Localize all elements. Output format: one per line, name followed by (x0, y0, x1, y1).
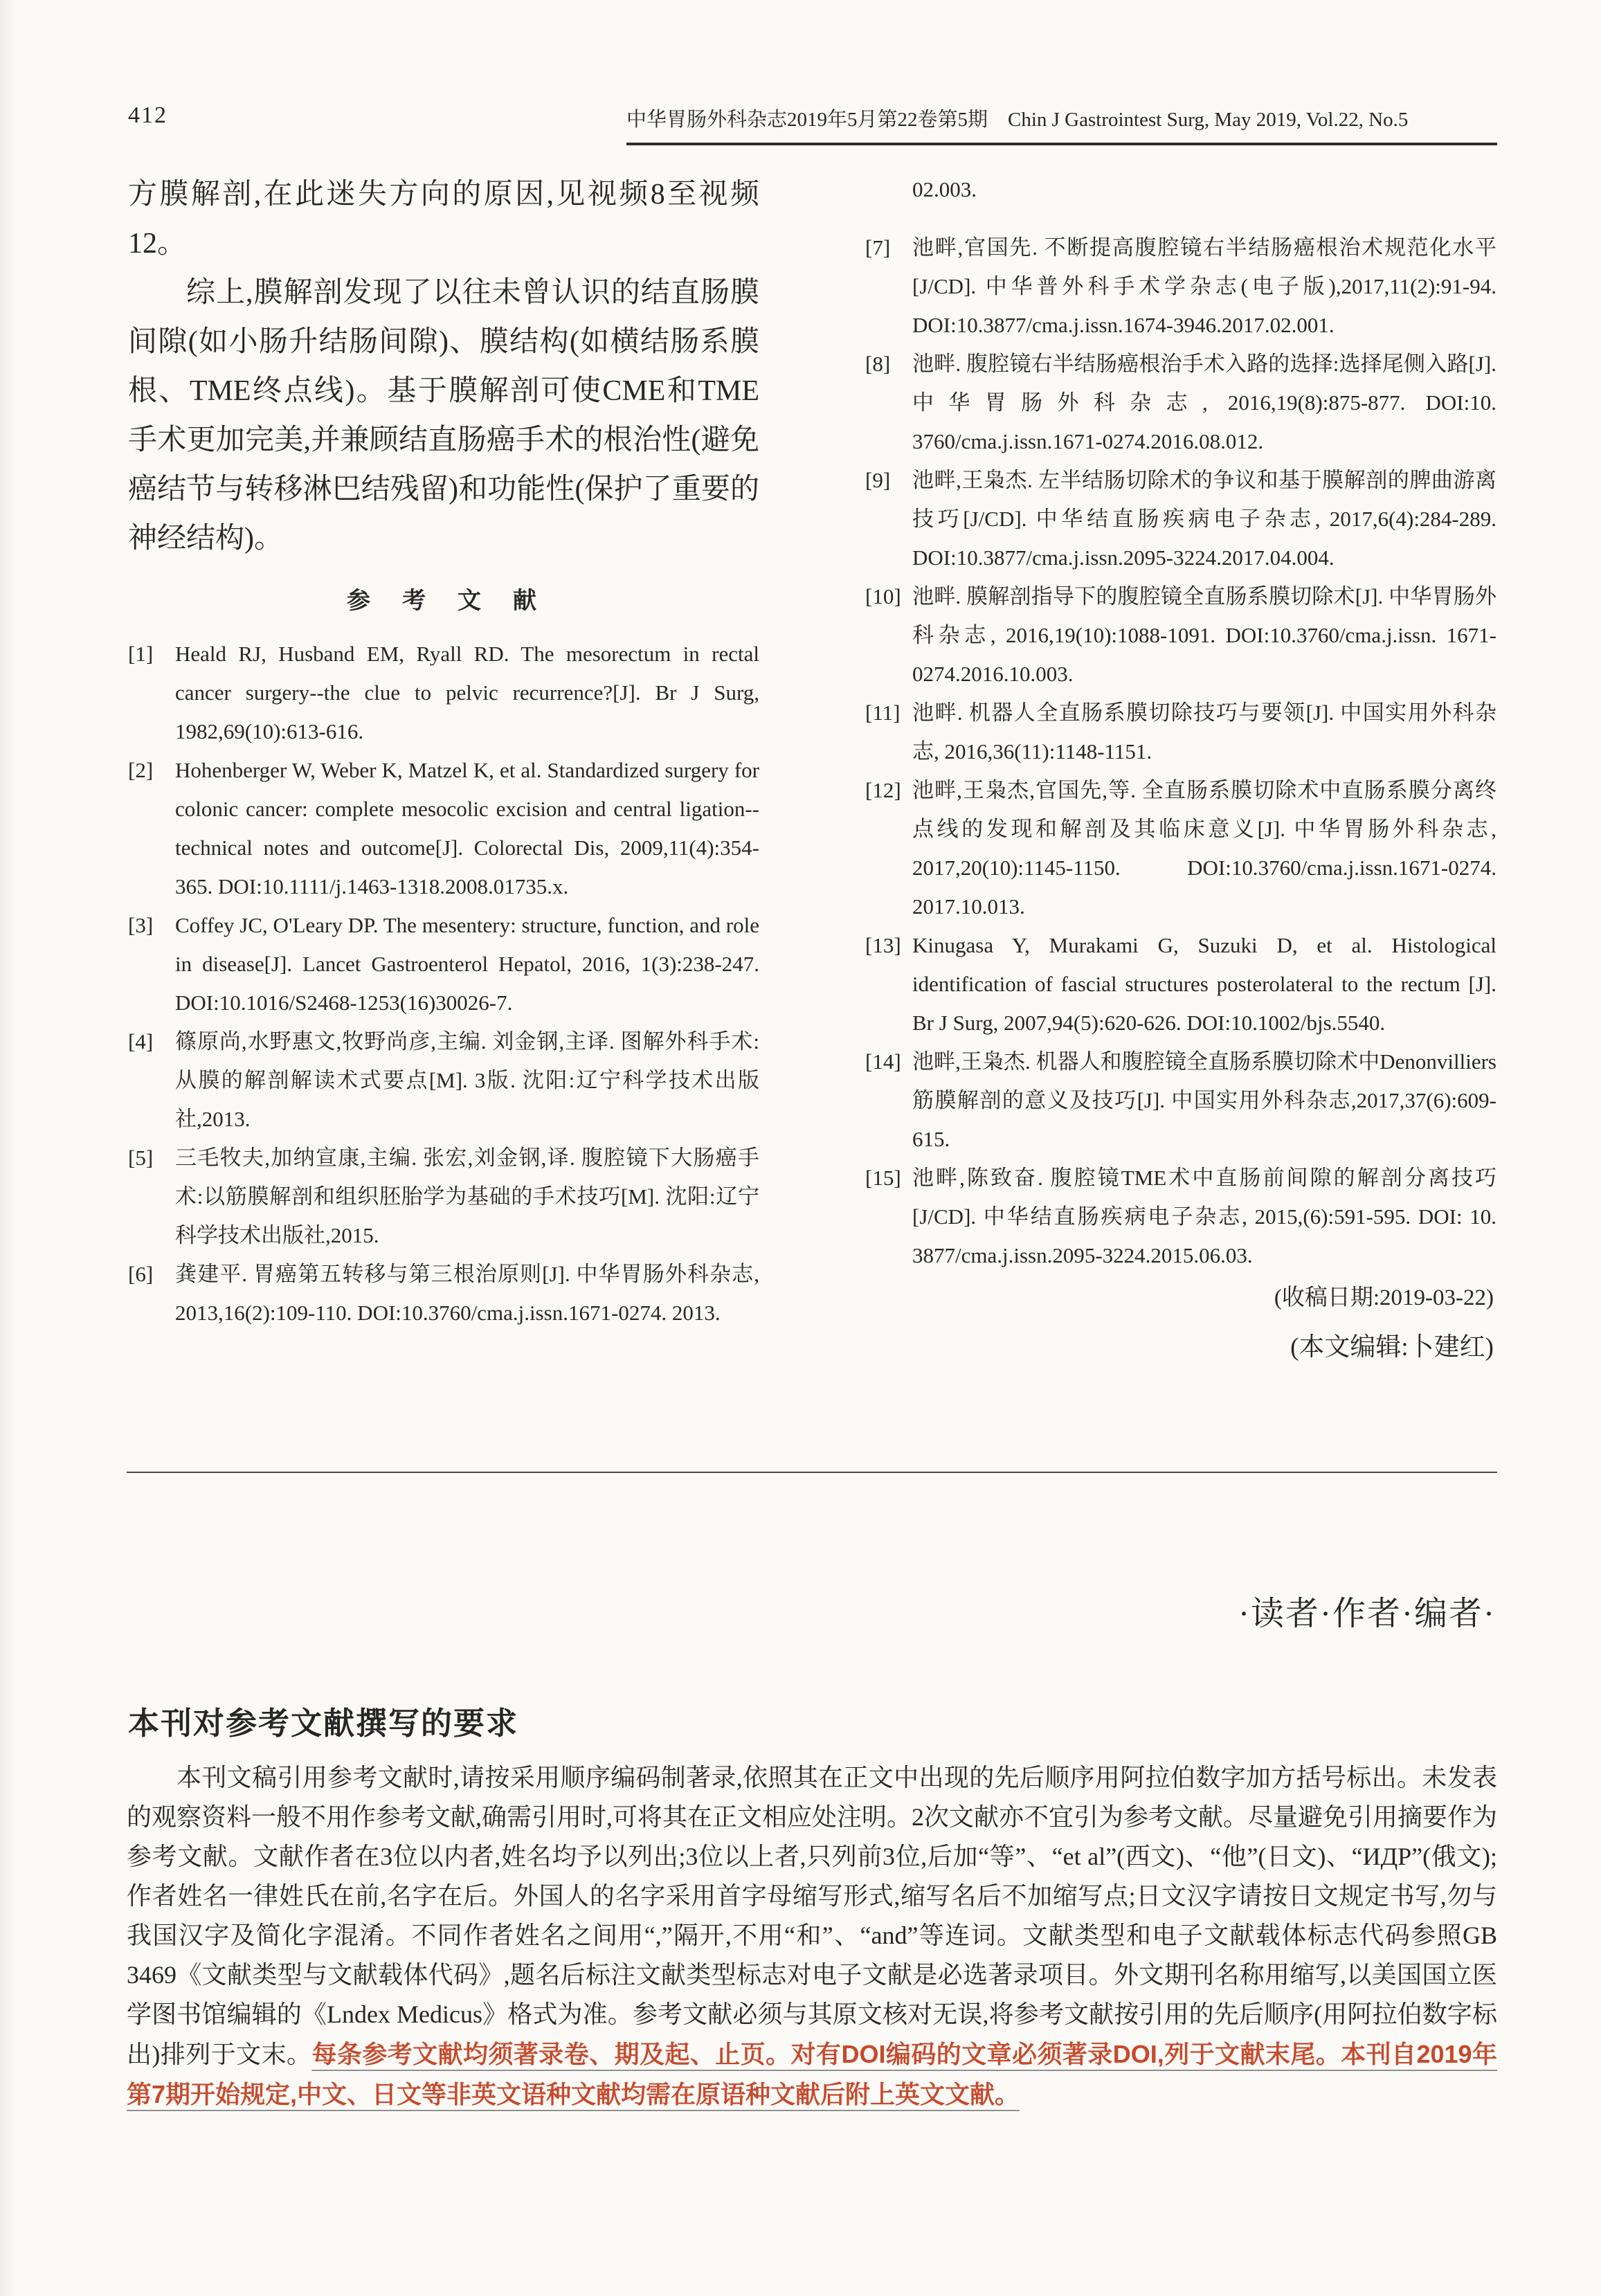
reference-text: 池畔,王枭杰. 左半结肠切除术的争议和基于膜解剖的脾曲游离技巧[J/CD]. 中华结直肠疾病电子杂志, 2017,6(4):284-289. DOI:10.3877/cma.j.issn.2095-3224.2017.04.004. (912, 468, 1496, 570)
reference-text: Coffey JC, O'Leary DP. The mesentery: structure, function, and role in disease[J]. Lancet Gastroenterol Hepatol, 2016, 1(3):238-247. DOI:10.1016/S2468-1253(16)30026-7. (175, 913, 759, 1015)
reference-number: [15] (865, 1166, 901, 1190)
reference-number: [10] (865, 584, 901, 608)
reference-number: [14] (865, 1049, 901, 1074)
reference-text: 池畔,王枭杰,官国先,等. 全直肠系膜切除术中直肠系膜分离终点线的发现和解剖及其临床意义[J]. 中华胃肠外科杂志, 2017,20(10):1145-1150. DOI:10.3760/cma.j.issn.1671-0274. 2017.10.013. (912, 778, 1496, 919)
reference-text: 池畔. 腹腔镜右半结肠癌根治手术入路的选择:选择尾侧入路[J]. 中华胃肠外科杂志, 2016,19(8):875-877. DOI:10. 3760/cma.j.issn.1671-0274.2016.08.012. (912, 352, 1496, 453)
journal-header: 中华胃肠外科杂志2019年5月第22卷第5期 Chin J Gastrointest Surg, May 2019, Vol.22, No.5 (626, 109, 1409, 131)
reference-text: 篠原尚,水野惠文,牧野尚彦,主编. 刘金钢,主译. 图解外科手术:从膜的解剖解读术式要点[M]. 3版. 沈阳:辽宁科学技术出版社,2013. (175, 1029, 759, 1131)
notice-text-black: 本刊文稿引用参考文献时,请按采用顺序编码制著录,依照其在正文中出现的先后顺序用阿拉伯数字加方括号标出。未发表的观察资料一般不用作参考文献,确需引用时,可将其在正文相应处注明。2次文献亦不宜引为参考文献。尽量避免引用摘要作为参考文献。文献作者在3位以内者,姓名均予以列出;3位以上者,只列前3位,后加“等”、“et al”(西文)、“他”(日文)、“ИДР”(俄文);作者姓名一律姓氏在前,名字在后。外国人的名字采用首字母缩写形式,缩写名后不加缩写点;日文汉字请按日文规定书写,勿与我国汉字及简化字混淆。不同作者姓名之间用“,”隔开,不用“和”、“and”等连词。文献类型和电子文献载体标志代码参照GB 3469《文献类型与文献载体代码》,题名后标注文献类型标志对电子文献是必选著录项目。外文期刊名称用缩写,以美国国立医学图书馆编辑的《Lndex Medicus》格式为准。参考文献必须与其原文核对无误,将参考文献按引用的先后顺序(用阿拉伯数字标出)排列于文末。 (127, 1764, 1498, 2068)
reference-number: [8] (865, 352, 891, 376)
reference-number: [12] (865, 778, 901, 802)
reference-item (865, 345, 1496, 461)
reference-item (865, 926, 1496, 1042)
reference-item (128, 1255, 759, 1332)
reference-number: [5] (128, 1146, 154, 1170)
reference-item (865, 228, 1496, 345)
reference-continuation: 02.003. (912, 177, 977, 201)
reference-text: 池畔,官国先. 不断提高腹腔镜右半结肠癌根治术规范化水平[J/CD]. 中华普外科手术学杂志(电子版),2017,11(2):91-94. DOI:10.3877/cma.j.issn.1674-3946.2017.02.001. (912, 235, 1496, 337)
reference-number: [11] (865, 700, 901, 725)
section-label: ·读者·作者·编者· (1238, 1596, 1496, 1632)
references-list-right (865, 228, 1496, 1275)
reference-text: 池畔,陈致奋. 腹腔镜TME术中直肠前间隙的解剖分离技巧[J/CD]. 中华结直肠疾病电子杂志, 2015,(6):591-595. DOI: 10. 3877/cma.j.issn.2095-3224.2015.06.03. (912, 1166, 1496, 1267)
editor-note: (本文编辑:卜建红) (1290, 1333, 1494, 1362)
reference-item (128, 1139, 759, 1255)
body-paragraph: 综上,膜解剖发现了以往未曾认识的结直肠膜间隙(如小肠升结肠间隙)、膜结构(如横结肠系膜根、TME终点线)。基于膜解剖可使CME和TME手术更加完美,并兼顾结直肠癌手术的根治性(避免癌结节与转移淋巴结残留)和功能性(保护了重要的神经结构)。 (128, 277, 759, 554)
left-column (128, 170, 759, 1332)
reference-item (865, 1159, 1496, 1275)
reference-item (865, 461, 1496, 577)
reference-text: 龚建平. 胃癌第五转移与第三根治原则[J]. 中华胃肠外科杂志, 2013,16(2):109-110. DOI:10.3760/cma.j.issn.1671-0274. 2013. (175, 1262, 759, 1325)
reference-item (128, 635, 759, 751)
received-date: (收稿日期:2019-03-22) (1274, 1285, 1494, 1310)
body-paragraph: 方膜解剖,在此迷失方向的原因,见视频8至视频12。 (128, 179, 759, 260)
header-rule (626, 143, 1497, 145)
reference-item (128, 1022, 759, 1139)
reference-text: Heald RJ, Husband EM, Ryall RD. The mesorectum in rectal cancer surgery--the clue to pelvic recurrence?[J]. Br J Surg, 1982,69(10):613-616. (175, 642, 759, 743)
reference-item (128, 906, 759, 1022)
page-number: 412 (128, 102, 168, 128)
reference-number: [1] (128, 642, 154, 666)
reference-item (865, 577, 1496, 694)
reference-text: 池畔,王枭杰. 机器人和腹腔镜全直肠系膜切除术中Denonvilliers筋膜解剖的意义及技巧[J]. 中国实用外科杂志,2017,37(6):609-615. (912, 1049, 1496, 1151)
notice-paragraph (127, 1758, 1497, 2115)
reference-number: [9] (865, 468, 891, 492)
reference-number: [6] (128, 1262, 154, 1286)
reference-text: Kinugasa Y, Murakami G, Suzuki D, et al. Histological identification of fascial structures posterolateral to the rectum [J]. Br J Surg, 2007,94(5):620-626. DOI:10.1002/bjs.5540. (912, 933, 1496, 1035)
reference-number: [7] (865, 235, 891, 260)
right-column (865, 170, 1496, 1371)
reference-number: [13] (865, 933, 901, 957)
reference-item (865, 1042, 1496, 1159)
references-heading: 参 考 文 献 (347, 588, 541, 614)
reference-text: 池畔. 机器人全直肠系膜切除技巧与要领[J]. 中国实用外科杂志, 2016,36(11):1148-1151. (912, 700, 1496, 763)
reference-text: Hohenberger W, Weber K, Matzel K, et al. Standardized surgery for colonic cancer: complete mesocolic excision and central ligation--technical notes and outcome[J]. Colorectal Dis, 2009,11(4):354-365. DOI:10.1111/j.1463-1318.2008.01735.x. (175, 758, 759, 898)
reference-text: 池畔. 膜解剖指导下的腹腔镜全直肠系膜切除术[J]. 中华胃肠外科杂志, 2016,19(10):1088-1091. DOI:10.3760/cma.j.issn. 1671-0274.2016.10.003. (912, 584, 1496, 686)
references-list-left (128, 635, 759, 1332)
notice-text-red: 每条参考文献均须著录卷、期及起、止页。对有DOI编码的文章必须著录DOI,列于文献末尾。本刊自2019年第7期开始规定,中文、日文等非英文语种文献均需在原语种文献后附上英文文献。 (127, 2040, 1498, 2108)
reference-item (865, 694, 1496, 771)
reference-number: [4] (128, 1029, 154, 1054)
reference-item (865, 771, 1496, 926)
reference-item (128, 751, 759, 906)
reference-text: 三毛牧夫,加纳宣康,主编. 张宏,刘金钢,译. 腹腔镜下大肠癌手术:以筋膜解剖和组织胚胎学为基础的手术技巧[M]. 沈阳:辽宁科学技术出版社,2015. (175, 1146, 759, 1247)
notice-title: 本刊对参考文献撰写的要求 (128, 1706, 519, 1742)
reference-number: [2] (128, 758, 154, 782)
reference-number: [3] (128, 913, 154, 937)
section-divider-rule (127, 1472, 1497, 1473)
